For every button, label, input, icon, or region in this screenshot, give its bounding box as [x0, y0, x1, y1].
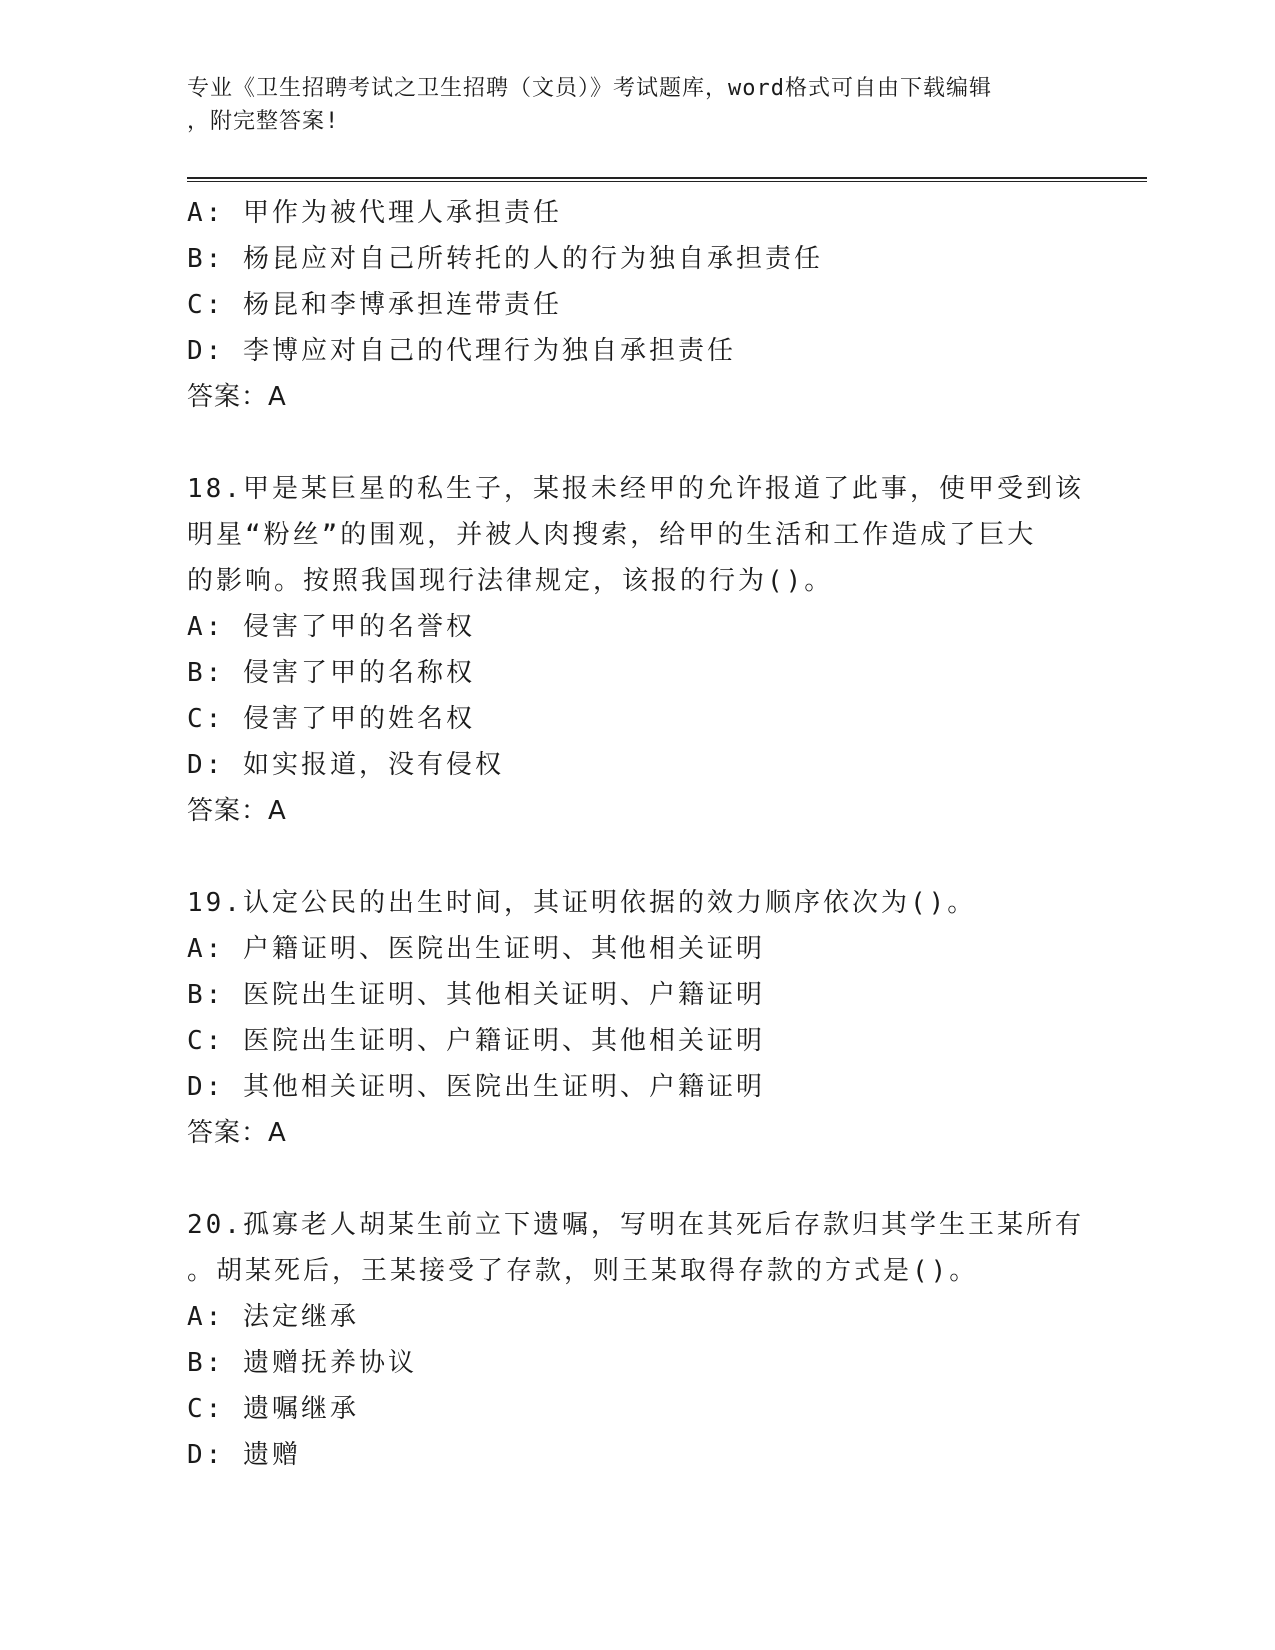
option-b: B: 侵害了甲的名称权	[187, 658, 475, 688]
option-b: B: 医院出生证明、其他相关证明、户籍证明	[187, 980, 765, 1010]
question-list	[187, 190, 1087, 1478]
option-d: D: 遗赠	[187, 1440, 301, 1470]
header-divider	[187, 177, 1147, 182]
question-stem-line: 。胡某死后，王某接受了存款，则王某取得存款的方式是()。	[187, 1256, 979, 1286]
option-d: D: 如实报道，没有侵权	[187, 750, 504, 780]
spacer	[187, 1156, 1087, 1202]
option-a: A: 侵害了甲的名誉权	[187, 612, 475, 642]
answer-label: 答案：A	[187, 1118, 287, 1148]
option-c: C: 杨昆和李博承担连带责任	[187, 290, 562, 320]
answer-label: 答案：A	[187, 382, 287, 412]
option-a: A: 户籍证明、医院出生证明、其他相关证明	[187, 934, 765, 964]
option-b: B: 杨昆应对自己所转托的人的行为独自承担责任	[187, 244, 823, 274]
spacer	[187, 420, 1087, 466]
question-stem-line: 的影响。按照我国现行法律规定，该报的行为()。	[187, 566, 834, 596]
option-b: B: 遗赠抚养协议	[187, 1348, 417, 1378]
question-17	[187, 190, 1087, 420]
option-d: D: 李博应对自己的代理行为独自承担责任	[187, 336, 736, 366]
question-stem-line: 20.孤寡老人胡某生前立下遗嘱，写明在其死后存款归其学生王某所有	[187, 1210, 1084, 1240]
question-stem-line: 18.甲是某巨星的私生子，某报未经甲的允许报道了此事，使甲受到该	[187, 474, 1084, 504]
header-line-2: ，附完整答案!	[187, 109, 340, 134]
option-d: D: 其他相关证明、医院出生证明、户籍证明	[187, 1072, 765, 1102]
question-stem-line: 明星“粉丝”的围观，并被人肉搜索，给甲的生活和工作造成了巨大	[187, 520, 1037, 550]
question-18	[187, 466, 1087, 834]
option-a: A: 甲作为被代理人承担责任	[187, 198, 562, 228]
question-20	[187, 1202, 1087, 1478]
option-c: C: 遗嘱继承	[187, 1394, 359, 1424]
option-c: C: 侵害了甲的姓名权	[187, 704, 475, 734]
header-line-1: 专业《卫生招聘考试之卫生招聘（文员）》考试题库，word格式可自由下载编辑	[187, 76, 992, 101]
option-a: A: 法定继承	[187, 1302, 359, 1332]
question-stem-line: 19.认定公民的出生时间，其证明依据的效力顺序依次为()。	[187, 888, 977, 918]
question-19	[187, 880, 1087, 1156]
document-header	[187, 72, 1067, 138]
spacer	[187, 834, 1087, 880]
answer-label: 答案：A	[187, 796, 287, 826]
option-c: C: 医院出生证明、户籍证明、其他相关证明	[187, 1026, 765, 1056]
